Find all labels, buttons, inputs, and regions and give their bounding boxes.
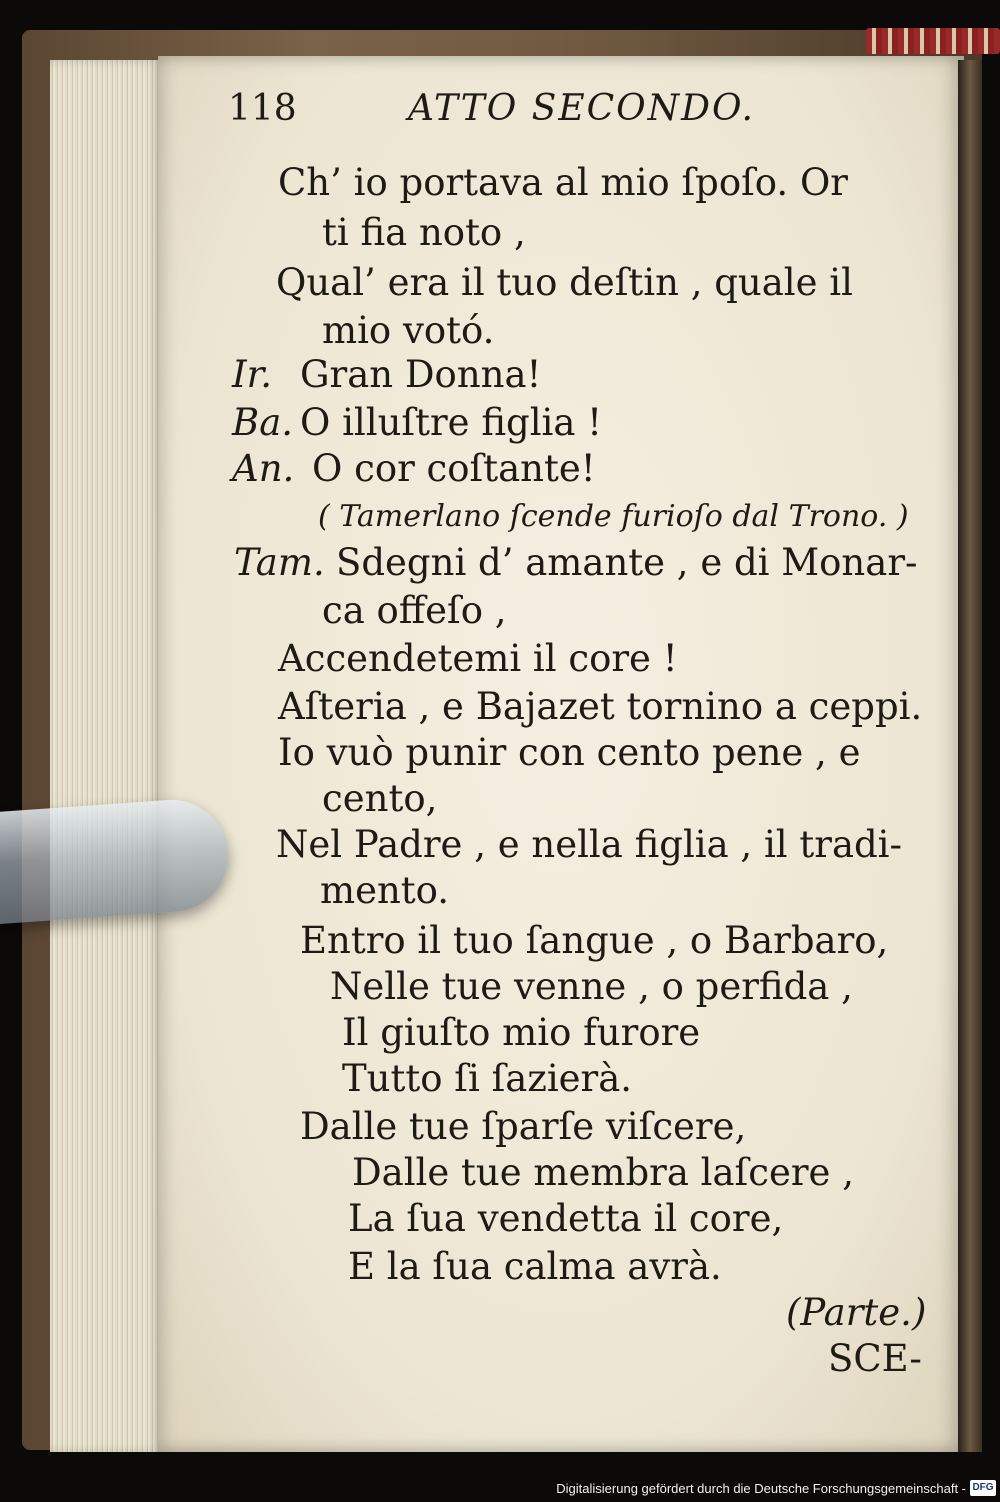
verse-line: O cor coſtante! [312,447,596,490]
verse-line: Nel Padre , e nella figlia , il tradi- [276,823,903,866]
verse-line: Gran Donna! [300,353,542,396]
dfg-logo-icon: DFG [970,1480,996,1496]
verse-line: Io vuò punir con cento pene , e [278,731,861,774]
verse-line: cento, [322,777,438,820]
digitization-credit: Digitalisierung gefördert durch die Deutsche Forschungsgemeinschaft - [556,1481,966,1496]
speaker-label: An. [232,447,295,490]
aria-line: Il giuſto mio furore [342,1011,701,1054]
verse-line: ca offeſo , [322,589,507,632]
verse-line: Sdegni d’ amante , e di Monar- [336,541,918,584]
page-number: 118 [228,88,297,129]
aria-line: La ſua vendetta il core, [348,1197,784,1240]
stage-direction: (Parte.) [786,1291,927,1334]
verse-line: O illuſtre figlia ! [300,401,603,444]
aria-line: Tutto ſi ſazierà. [342,1057,633,1100]
aria-line: Dalle tue ſparſe viſcere, [300,1105,747,1148]
aria-line: Entro il tuo ſangue , o Barbaro, [300,919,889,962]
verse-line: Ch’ io portava al mio ſpoſo. Or [278,161,848,204]
verse-line: Accendetemi il core ! [278,637,678,680]
speaker-label: Ir. [232,353,272,396]
verse-line: mio votó. [322,309,495,352]
aria-line: E la ſua calma avrà. [348,1245,722,1288]
aria-line: Nelle tue venne , o perfida , [330,965,853,1008]
aria-line: Dalle tue membra laſcere , [352,1151,854,1194]
verse-line: mento. [320,869,450,912]
verse-line: ti fia noto , [322,211,526,254]
speaker-label: Tam. [234,541,325,584]
speaker-label: Ba. [232,401,294,444]
stage-direction: ( Tamerlano ſcende furioſo dal Trono. ) [318,499,909,534]
catchword: SCE- [828,1337,922,1380]
verse-line: Aſteria , e Bajazet tornino a ceppi. [278,685,923,728]
verse-line: Qual’ era il tuo deſtin , quale il [276,261,853,304]
running-title: ATTO SECONDO. [408,88,755,129]
